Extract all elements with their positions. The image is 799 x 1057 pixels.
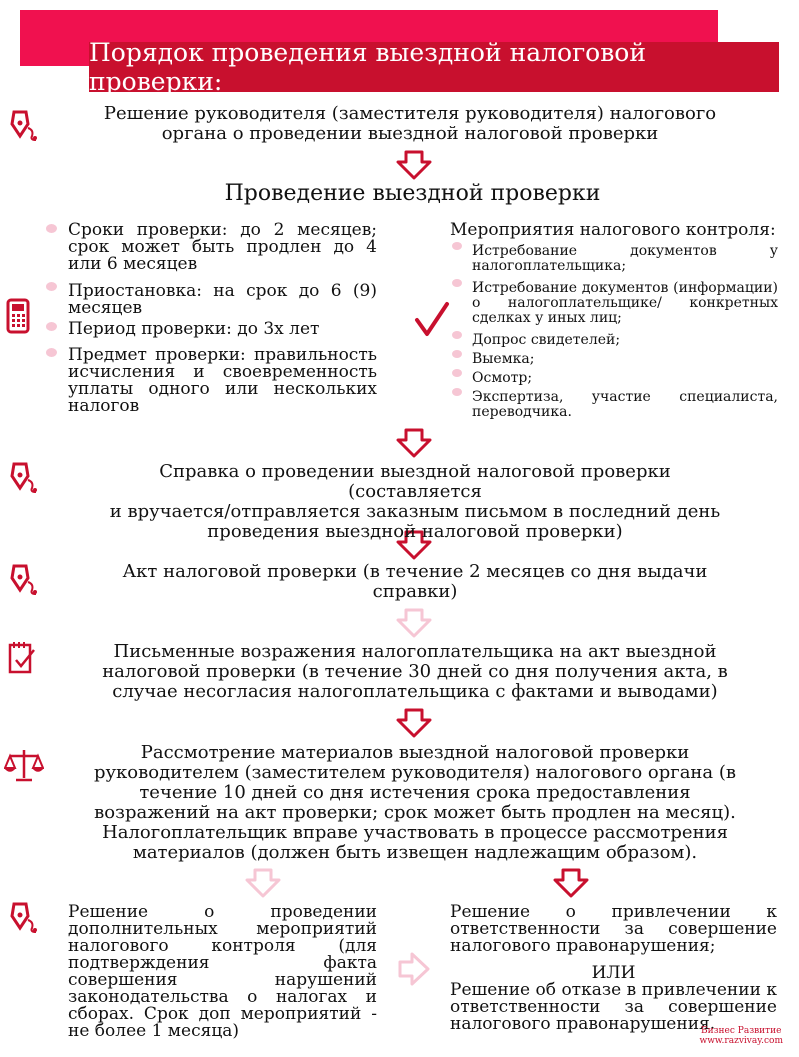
text-line: Справка о проведении выездной налоговой проверки (составляется — [159, 461, 671, 502]
list-item: Осмотр; — [472, 370, 533, 386]
arrow-down-icon — [396, 708, 432, 738]
additional-measures-decision: Решение о проведении дополнительных мероприятий налогового контроля (для подтверждения факта совершения нарушений законодательства о налогах и сборах. Срок доп мероприятий - не более 1 месяца) — [68, 902, 377, 1041]
inspection-act — [90, 562, 740, 602]
list-item: Приостановка: на срок до 6 (9) месяцев — [68, 281, 377, 318]
bullet-icon — [452, 350, 462, 358]
bullet-icon — [452, 388, 462, 396]
bullet-icon — [46, 282, 57, 291]
text-line: органа о проведении выездной налоговой проверки — [161, 123, 659, 144]
text-line: справки) — [372, 581, 458, 602]
control-measures-heading: Мероприятия налогового контроля: — [450, 220, 776, 240]
text-line: Решение руководителя (заместителя руководителя) налогового — [103, 103, 717, 124]
text-line: Налогоплательщик вправе участвовать в процессе рассмотрения — [102, 822, 728, 843]
arrow-down-icon — [245, 868, 281, 898]
pen-nib-icon — [8, 562, 38, 596]
text-line: налоговой проверки (в течение 30 дней со дня получения акта, в — [102, 661, 728, 682]
written-objections — [90, 642, 740, 702]
bullet-icon — [452, 279, 462, 287]
bullet-icon — [46, 322, 57, 331]
page-title: Порядок проведения выездной налоговой проверки: — [89, 42, 779, 92]
text-line: Рассмотрение материалов выездной налоговой проверки — [140, 742, 690, 763]
liability-decision: Решение о привлечении к ответственности за совершение налогового правонарушения; — [450, 902, 777, 956]
materials-review — [90, 743, 740, 863]
bullet-icon — [46, 224, 57, 233]
pen-nib-icon — [8, 900, 38, 934]
arrow-down-icon — [553, 868, 589, 898]
checkmark-icon — [414, 300, 450, 340]
or-label: ИЛИ — [591, 963, 636, 983]
arrow-down-icon — [396, 150, 432, 180]
list-item: Экспертиза, участие специалиста, переводчика. — [472, 389, 778, 420]
conducting-inspection-heading: Проведение выездной проверки — [224, 181, 601, 206]
brand-name: Бизнес Развитие — [701, 1026, 782, 1036]
checklist-document-icon — [8, 640, 36, 674]
brand-url: www.razvivay.com — [699, 1036, 783, 1046]
list-item: Выемка; — [472, 351, 535, 367]
list-item: Истребование документов у налогоплательщика; — [472, 243, 778, 274]
bullet-icon — [46, 348, 57, 357]
scales-of-justice-icon — [4, 746, 44, 784]
text-line: руководителем (заместителем руководителя) налогового органа (в — [93, 762, 737, 783]
bullet-icon — [452, 331, 462, 339]
pen-nib-icon — [8, 108, 38, 142]
brand-watermark — [700, 1026, 783, 1046]
text-line: Акт налоговой проверки (в течение 2 месяцев со дня выдачи — [122, 561, 708, 582]
pen-nib-icon — [8, 460, 38, 494]
bullet-icon — [452, 242, 462, 250]
arrow-down-icon — [396, 608, 432, 638]
refusal-decision: Решение об отказе в привлечении к ответственности за совершение налогового правонарушения. — [450, 980, 777, 1034]
list-item: Сроки проверки: до 2 месяцев; срок может быть продлен до 4 или 6 месяцев — [68, 220, 377, 274]
text-line: возражений на акт проверки; срок может быть продлен на месяц). — [94, 802, 736, 823]
text-line: случае несогласия налогоплательщика с фактами и выводами) — [112, 681, 718, 702]
text-line: и вручается/отправляется заказным письмом в последний день — [109, 501, 721, 522]
bullet-icon — [452, 369, 462, 377]
text-line: проведения выездной налоговой проверки) — [207, 521, 623, 542]
calculator-icon — [6, 298, 30, 334]
text-line: течение 10 дней со дня истечения срока предоставления — [139, 782, 691, 803]
list-item: Допрос свидетелей; — [472, 332, 621, 348]
list-item: Истребование документов (информации) о налогоплательщике/ конкретных сделках у иных лиц; — [472, 280, 778, 326]
arrow-right-icon — [398, 952, 430, 986]
arrow-down-icon — [396, 428, 432, 458]
list-item: Период проверки: до 3х лет — [68, 319, 320, 339]
decision-on-inspection — [80, 104, 740, 144]
text-line: материалов (должен быть извещен надлежащим образом). — [132, 842, 698, 863]
list-item: Предмет проверки: правильность исчисления и своевременность уплаты одного или нескольких налогов — [68, 345, 377, 416]
inspection-certificate — [90, 462, 740, 542]
text-line: Письменные возражения налогоплательщика на акт выездной — [113, 641, 717, 662]
